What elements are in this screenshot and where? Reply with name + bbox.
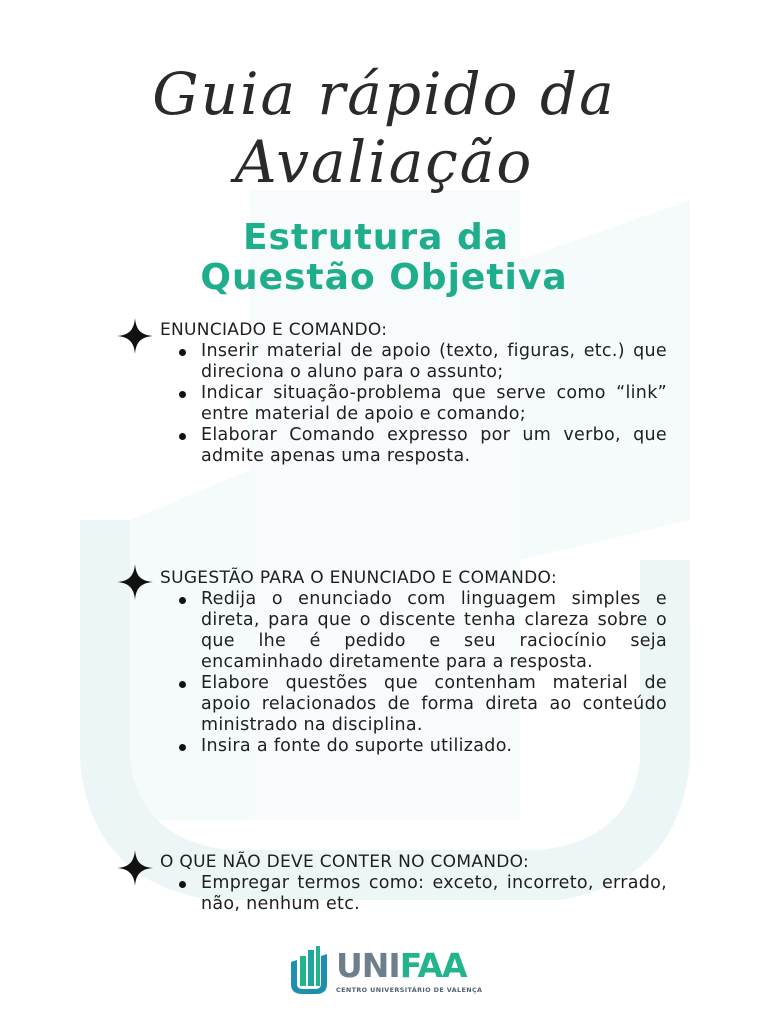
script-title-line-1: Guia rápido da (152, 60, 616, 128)
four-point-star-icon (117, 850, 153, 886)
list-item: Elabore questões que contenham material de apoio relacionados de forma direta ao conteúdo ministrado na disciplina. (177, 673, 667, 736)
list-item: Elaborar Comando expresso por um verbo, que admite apenas uma resposta. (177, 425, 667, 467)
logo-wordmark: UNIFAA (336, 946, 467, 985)
list-item: Redija o enunciado com linguagem simples e direta, para que o discente tenha clareza sobre o que lhe é pedido e seu raciocínio seja encaminhado diretamente para a resposta. (177, 589, 667, 673)
list-item: Indicar situação-problema que serve como “link” entre material de apoio e comando; (177, 383, 667, 425)
section-heading: SUGESTÃO PARA O ENUNCIADO E COMANDO: (160, 568, 557, 588)
section-sugestao (117, 566, 667, 757)
list-item: Insira a fonte do suporte utilizado. (177, 736, 667, 757)
section-enunciado-comando (117, 320, 667, 467)
four-point-star-icon (117, 318, 153, 354)
list-item: Inserir material de apoio (texto, figuras, etc.) que direciona o aluno para o assunto; (177, 341, 667, 383)
section-heading: ENUNCIADO E COMANDO: (160, 320, 388, 340)
unifaa-logo-icon (288, 944, 330, 996)
bullet-list (177, 341, 667, 467)
logo-subtitle: CENTRO UNIVERSITÁRIO DE VALENÇA (336, 986, 483, 994)
main-title-line-2: Questão Objetiva (200, 257, 568, 298)
section-heading: O QUE NÃO DEVE CONTER NO COMANDO: (160, 852, 530, 872)
section-o-que-nao-deve (117, 852, 667, 915)
unifaa-logo (288, 944, 488, 998)
main-title-line-1: Estrutura da (242, 217, 510, 258)
list-item: Empregar termos como: exceto, incorreto, errado, não, nenhum etc. (177, 873, 667, 915)
four-point-star-icon (117, 564, 153, 600)
bullet-list (177, 873, 667, 915)
script-title-line-2: Avaliação (234, 128, 534, 196)
bullet-list (177, 589, 667, 757)
